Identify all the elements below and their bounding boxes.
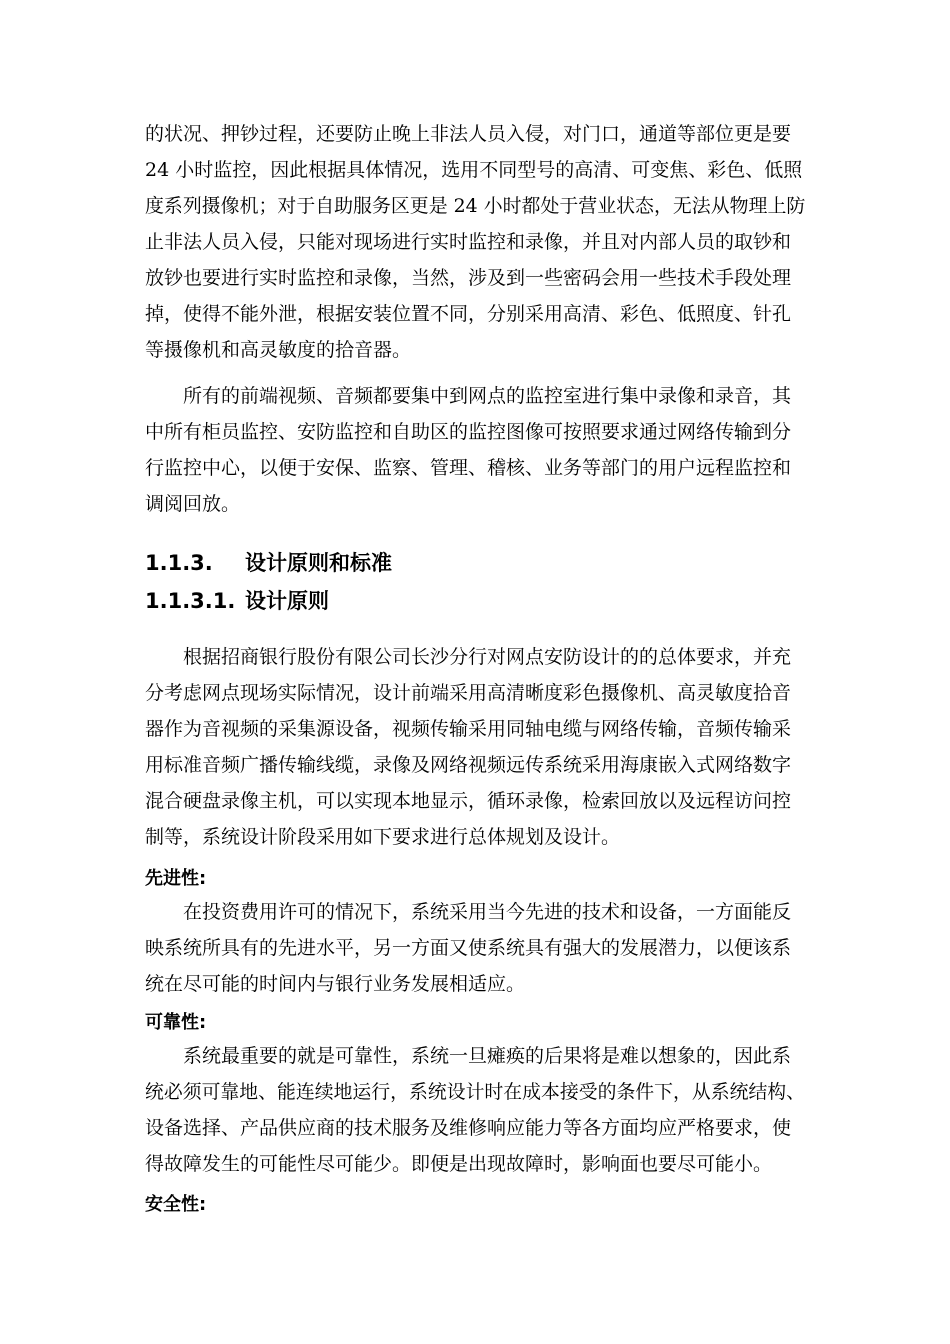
text-line: 用标准音频广播传输线缆，录像及网络视频远传系统采用海康嵌入式网络数字 — [145, 754, 792, 776]
text-line: 调阅回放。 — [145, 493, 241, 515]
heading-number: 1.1.3. — [145, 551, 213, 575]
text-line: 根据招商银行股份有限公司长沙分行对网点安防设计的的总体要求，并充 — [183, 646, 792, 668]
text-line: 放钞也要进行实时监控和录像，当然，涉及到一些密码会用一些技术手段处理 — [145, 267, 792, 289]
text-line: 行监控中心，以便于安保、监察、管理、稽核、业务等部门的用户远程监控和 — [145, 457, 792, 479]
reliability-label: 可靠性: — [145, 1012, 207, 1033]
text-line: 制等，系统设计阶段采用如下要求进行总体规划及设计。 — [145, 826, 621, 848]
text-line: 在投资费用许可的情况下，系统采用当今先进的技术和设备，一方面能反 — [183, 901, 792, 923]
text-line: 混合硬盘录像主机，可以实现本地显示，循环录像，检索回放以及远程访问控 — [145, 790, 792, 812]
text-line: 等摄像机和高灵敏度的拾音器。 — [145, 339, 412, 361]
text-line: 映系统所具有的先进水平，另一方面又使系统具有强大的发展潜力，以便该系 — [145, 937, 792, 959]
advanced-label: 先进性: — [145, 868, 207, 889]
heading-number: 1.1.3.1. — [145, 589, 236, 613]
text-line: 24 小时监控，因此根据具体情况，选用不同型号的高清、可变焦、彩色、低照 — [145, 159, 803, 181]
text-line: 设备选择、产品供应商的技术服务及维修响应能力等各方面均应严格要求，使 — [145, 1117, 792, 1139]
text-line: 度系列摄像机；对于自助服务区更是 24 小时都处于营业状态，无法从物理上防 — [145, 195, 806, 217]
text-line: 掉，使得不能外泄，根据安装位置不同，分别采用高清、彩色、低照度、针孔 — [145, 303, 792, 325]
text-line: 统在尽可能的时间内与银行业务发展相适应。 — [145, 973, 526, 995]
heading-title: 设计原则和标准 — [245, 551, 392, 575]
security-label: 安全性: — [145, 1194, 207, 1215]
text-line: 的状况、押钞过程，还要防止晚上非法人员入侵，对门口，通道等部位更是要 — [145, 123, 792, 145]
text-line: 所有的前端视频、音频都要集中到网点的监控室进行集中录像和录音，其 — [183, 385, 792, 407]
text-line: 统必须可靠地、能连续地运行，系统设计时在成本接受的条件下，从系统结构、 — [145, 1081, 806, 1103]
text-line: 得故障发生的可能性尽可能少。即便是出现故障时，影响面也要尽可能小。 — [145, 1153, 773, 1175]
section-heading-1-1-3-1 — [145, 588, 329, 614]
text-line: 器作为音视频的采集源设备，视频传输采用同轴电缆与网络传输，音频传输采 — [145, 718, 792, 740]
text-line: 中所有柜员监控、安防监控和自助区的监控图像可按照要求通过网络传输到分 — [145, 421, 792, 443]
text-line: 分考虑网点现场实际情况，设计前端采用高清晰度彩色摄像机、高灵敏度拾音 — [145, 682, 792, 704]
heading-title: 设计原则 — [245, 589, 329, 613]
text-line: 系统最重要的就是可靠性，系统一旦瘫痪的后果将是难以想象的，因此系 — [183, 1045, 792, 1067]
section-heading-1-1-3 — [145, 550, 392, 576]
text-line: 止非法人员入侵，只能对现场进行实时监控和录像，并且对内部人员的取钞和 — [145, 231, 792, 253]
